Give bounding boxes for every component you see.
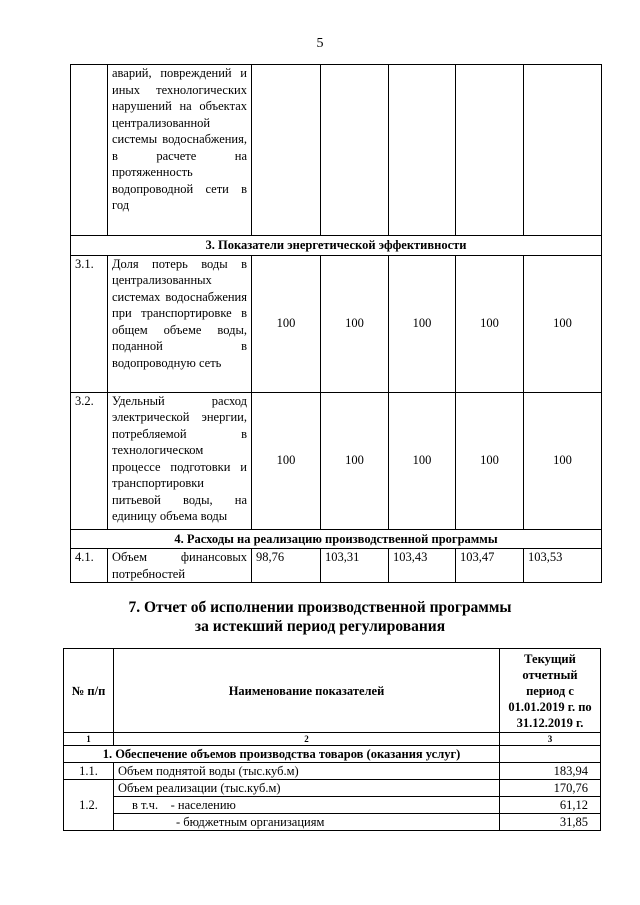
value-cell: 170,76	[500, 780, 601, 797]
section-title: 1. Обеспечение объемов производства товаров (оказания услуг)	[64, 746, 500, 763]
value-cell: 103,47	[456, 549, 524, 583]
value-cell: 31,85	[500, 814, 601, 831]
section-title: 4. Расходы на реализацию производственной программы	[71, 529, 602, 549]
indicators-table	[70, 64, 602, 583]
value-cell: 100	[389, 255, 456, 392]
report-table	[63, 648, 601, 831]
row-number: 1.2.	[64, 780, 114, 831]
section-heading	[0, 598, 640, 636]
indicator-name: Объем реализации (тыс.куб.м)	[114, 780, 500, 797]
indicator-name: - бюджетным организациям	[114, 814, 500, 831]
col-number-header: № п/п	[64, 649, 114, 733]
value-cell: 100	[456, 392, 524, 529]
heading-line-2: за истекший период регулирования	[194, 618, 446, 635]
indicator-name: Доля потерь воды в централизованных системах водоснабжения при транспортировке в общем объеме воды, поданной в водопроводную сеть	[108, 255, 252, 392]
section-row	[71, 529, 602, 549]
heading-line-1: 7. Отчет об исполнении производственной программы	[128, 599, 512, 616]
indicator-name: Объем поднятой воды (тыс.куб.м)	[114, 763, 500, 780]
row-number: 1.1.	[64, 763, 114, 780]
value-cell: 103,53	[524, 549, 602, 583]
table-row	[64, 814, 601, 831]
indicator-name-cell: аварий, повреждений и иных технологических нарушений на объектах централизованной системы водоснабжения, в расчете на протяженность водопроводной сети в год	[108, 65, 252, 236]
section-row	[64, 746, 601, 763]
index-row	[64, 733, 601, 746]
section-title: 3. Показатели энергетической эффективности	[71, 236, 602, 256]
page-number: 5	[316, 36, 324, 51]
row-number: 4.1.	[71, 549, 108, 583]
col-index: 2	[114, 733, 500, 746]
indicator-name: Объем финансовых потребностей	[108, 549, 252, 583]
table-row	[71, 549, 602, 583]
table-row	[71, 392, 602, 529]
value-cell: 61,12	[500, 797, 601, 814]
value-cell: 100	[456, 255, 524, 392]
row-number: 3.2.	[71, 392, 108, 529]
col-index: 1	[64, 733, 114, 746]
value-cell: 98,76	[252, 549, 321, 583]
col-period-header: Текущий отчетный период с 01.01.2019 г. по 31.12.2019 г.	[500, 649, 601, 733]
value-cell: 100	[321, 392, 389, 529]
value-cell: 100	[524, 255, 602, 392]
col-name-header: Наименование показателей	[114, 649, 500, 733]
table-row	[64, 763, 601, 780]
indicator-name: в т.ч. - населению	[114, 797, 500, 814]
value-cell: 100	[321, 255, 389, 392]
value-cell: 100	[252, 392, 321, 529]
value-cell: 103,43	[389, 549, 456, 583]
header-row	[64, 649, 601, 733]
value-cell: 100	[524, 392, 602, 529]
value-cell: 100	[389, 392, 456, 529]
table-row	[64, 780, 601, 797]
row-number: 3.1.	[71, 255, 108, 392]
col-index: 3	[500, 733, 601, 746]
row-number-cell	[71, 65, 108, 236]
indicator-name: Удельный расход электрической энергии, потребляемой в технологическом процессе подготовки и транспортировки питьевой воды, на единицу объема воды	[108, 392, 252, 529]
table-row	[71, 255, 602, 392]
section-row	[71, 236, 602, 256]
value-cell: 183,94	[500, 763, 601, 780]
value-cell: 100	[252, 255, 321, 392]
value-cell: 103,31	[321, 549, 389, 583]
table-row	[71, 65, 602, 236]
table-row	[64, 797, 601, 814]
